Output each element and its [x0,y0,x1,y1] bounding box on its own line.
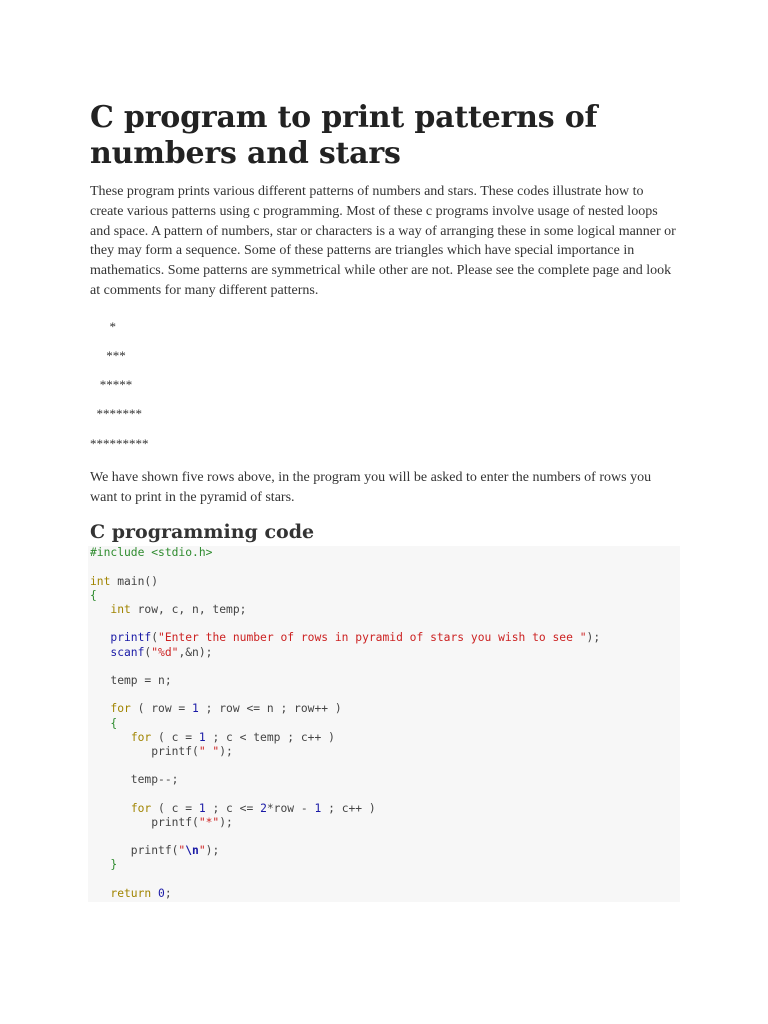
code-token: "%d" [151,645,179,659]
code-token [90,802,131,815]
code-line [90,660,680,674]
code-token: " [178,844,186,858]
code-line [90,603,680,617]
code-token: 0 [158,886,165,900]
code-token: ; c++ ) [321,801,376,815]
code-token: ; c < temp ; c++ ) [205,730,335,744]
code-token: \n [185,844,199,858]
code-token: printf [110,631,152,645]
code-token [90,702,110,715]
code-token: 2 [260,801,267,815]
code-line [90,773,680,787]
code-token: ); [586,631,601,645]
code-line [90,702,680,716]
code-token: row, c, n, temp; [130,603,247,617]
code-line [90,873,680,887]
code-token: main() [110,574,159,588]
code-token [90,603,110,616]
code-token: #include <stdio.h> [90,546,213,560]
code-token: return [110,886,152,900]
code-token: for [130,801,152,815]
code-token: ); [219,744,233,758]
code-token: temp--; [90,773,179,787]
code-heading: C programming code [90,521,315,544]
code-token [90,731,131,744]
code-line [90,631,680,645]
code-line [90,759,680,773]
code-token: printf( [90,744,199,758]
code-token: 1 [198,801,206,815]
code-line [90,561,680,575]
code-token: ); [205,844,220,858]
code-line [90,617,680,631]
code-block[interactable] [88,546,680,902]
code-token [90,717,110,730]
code-token: "Enter the number of rows in pyramid of stars you wish to see " [158,631,587,645]
star-row: *** [90,347,126,363]
code-token: int [90,574,111,588]
code-token: int [110,603,131,617]
code-token: " [198,844,206,858]
star-row: ******* [90,406,142,422]
code-token [90,631,110,644]
code-token: " " [198,744,220,758]
article [90,100,680,902]
code-line [90,887,680,901]
code-line [90,546,680,560]
code-line [90,731,680,745]
code-line [90,717,680,731]
code-token [90,646,110,659]
code-token: 1 [198,730,206,744]
code-token: ( c = [151,801,199,815]
star-pyramid-example [90,320,680,466]
code-token: { [90,588,97,602]
code-token: printf( [90,815,199,829]
code-token: ; row <= n ; row++ ) [198,702,342,716]
code-token [151,887,158,900]
code-token: ; [164,886,172,900]
code-line [90,802,680,816]
code-token: ); [219,815,233,829]
code-token: for [130,730,152,744]
star-row: ***** [90,377,133,393]
code-token: ,&n); [178,645,213,659]
star-row: ********* [90,435,149,451]
page-title: C program to print patterns of numbers and stars [90,100,598,171]
star-row: * [90,318,116,334]
code-line [90,575,680,589]
code-token: printf( [90,844,179,858]
code-line [90,788,680,802]
code-token: ( [151,631,159,645]
code-line [90,589,680,603]
explanation-paragraph: We have shown five rows above, in the program you will be asked to enter the numbers of rows you want to print in the pyramid of stars. [90,469,652,505]
code-line [90,830,680,844]
code-line [90,858,680,872]
code-line [90,816,680,830]
code-line [90,674,680,688]
code-token: ( [144,645,152,659]
code-token: "*" [198,815,220,829]
code-token: } [110,858,118,872]
code-token: 1 [192,702,199,716]
code-line [90,688,680,702]
code-token: scanf [110,645,145,659]
code-line [90,646,680,660]
code-token: 1 [314,801,322,815]
code-token [90,887,110,900]
code-token: temp = n; [90,674,172,687]
code-token: ( c = [151,730,199,744]
code-line [90,745,680,759]
code-token: { [110,716,118,730]
code-token: *row - [266,801,315,815]
intro-paragraph: These program prints various different patterns of numbers and stars. These codes illustrate how to create various patterns using c programming. Most of these c programs involve usage of nested loops and space. A pattern of numbers, star or characters is a way of arranging these in some logical manner or they may form a sequence. Some of these patterns are triangles which have special importance in mathematics. Some patterns are symmetrical while other are not. Please see the complete page and look at comments for many different patterns. [90,184,676,298]
code-token: for [110,702,131,716]
code-token [90,858,110,871]
code-line [90,844,680,858]
code-token: ; c <= [205,801,261,815]
code-token: ( row = [130,702,193,716]
